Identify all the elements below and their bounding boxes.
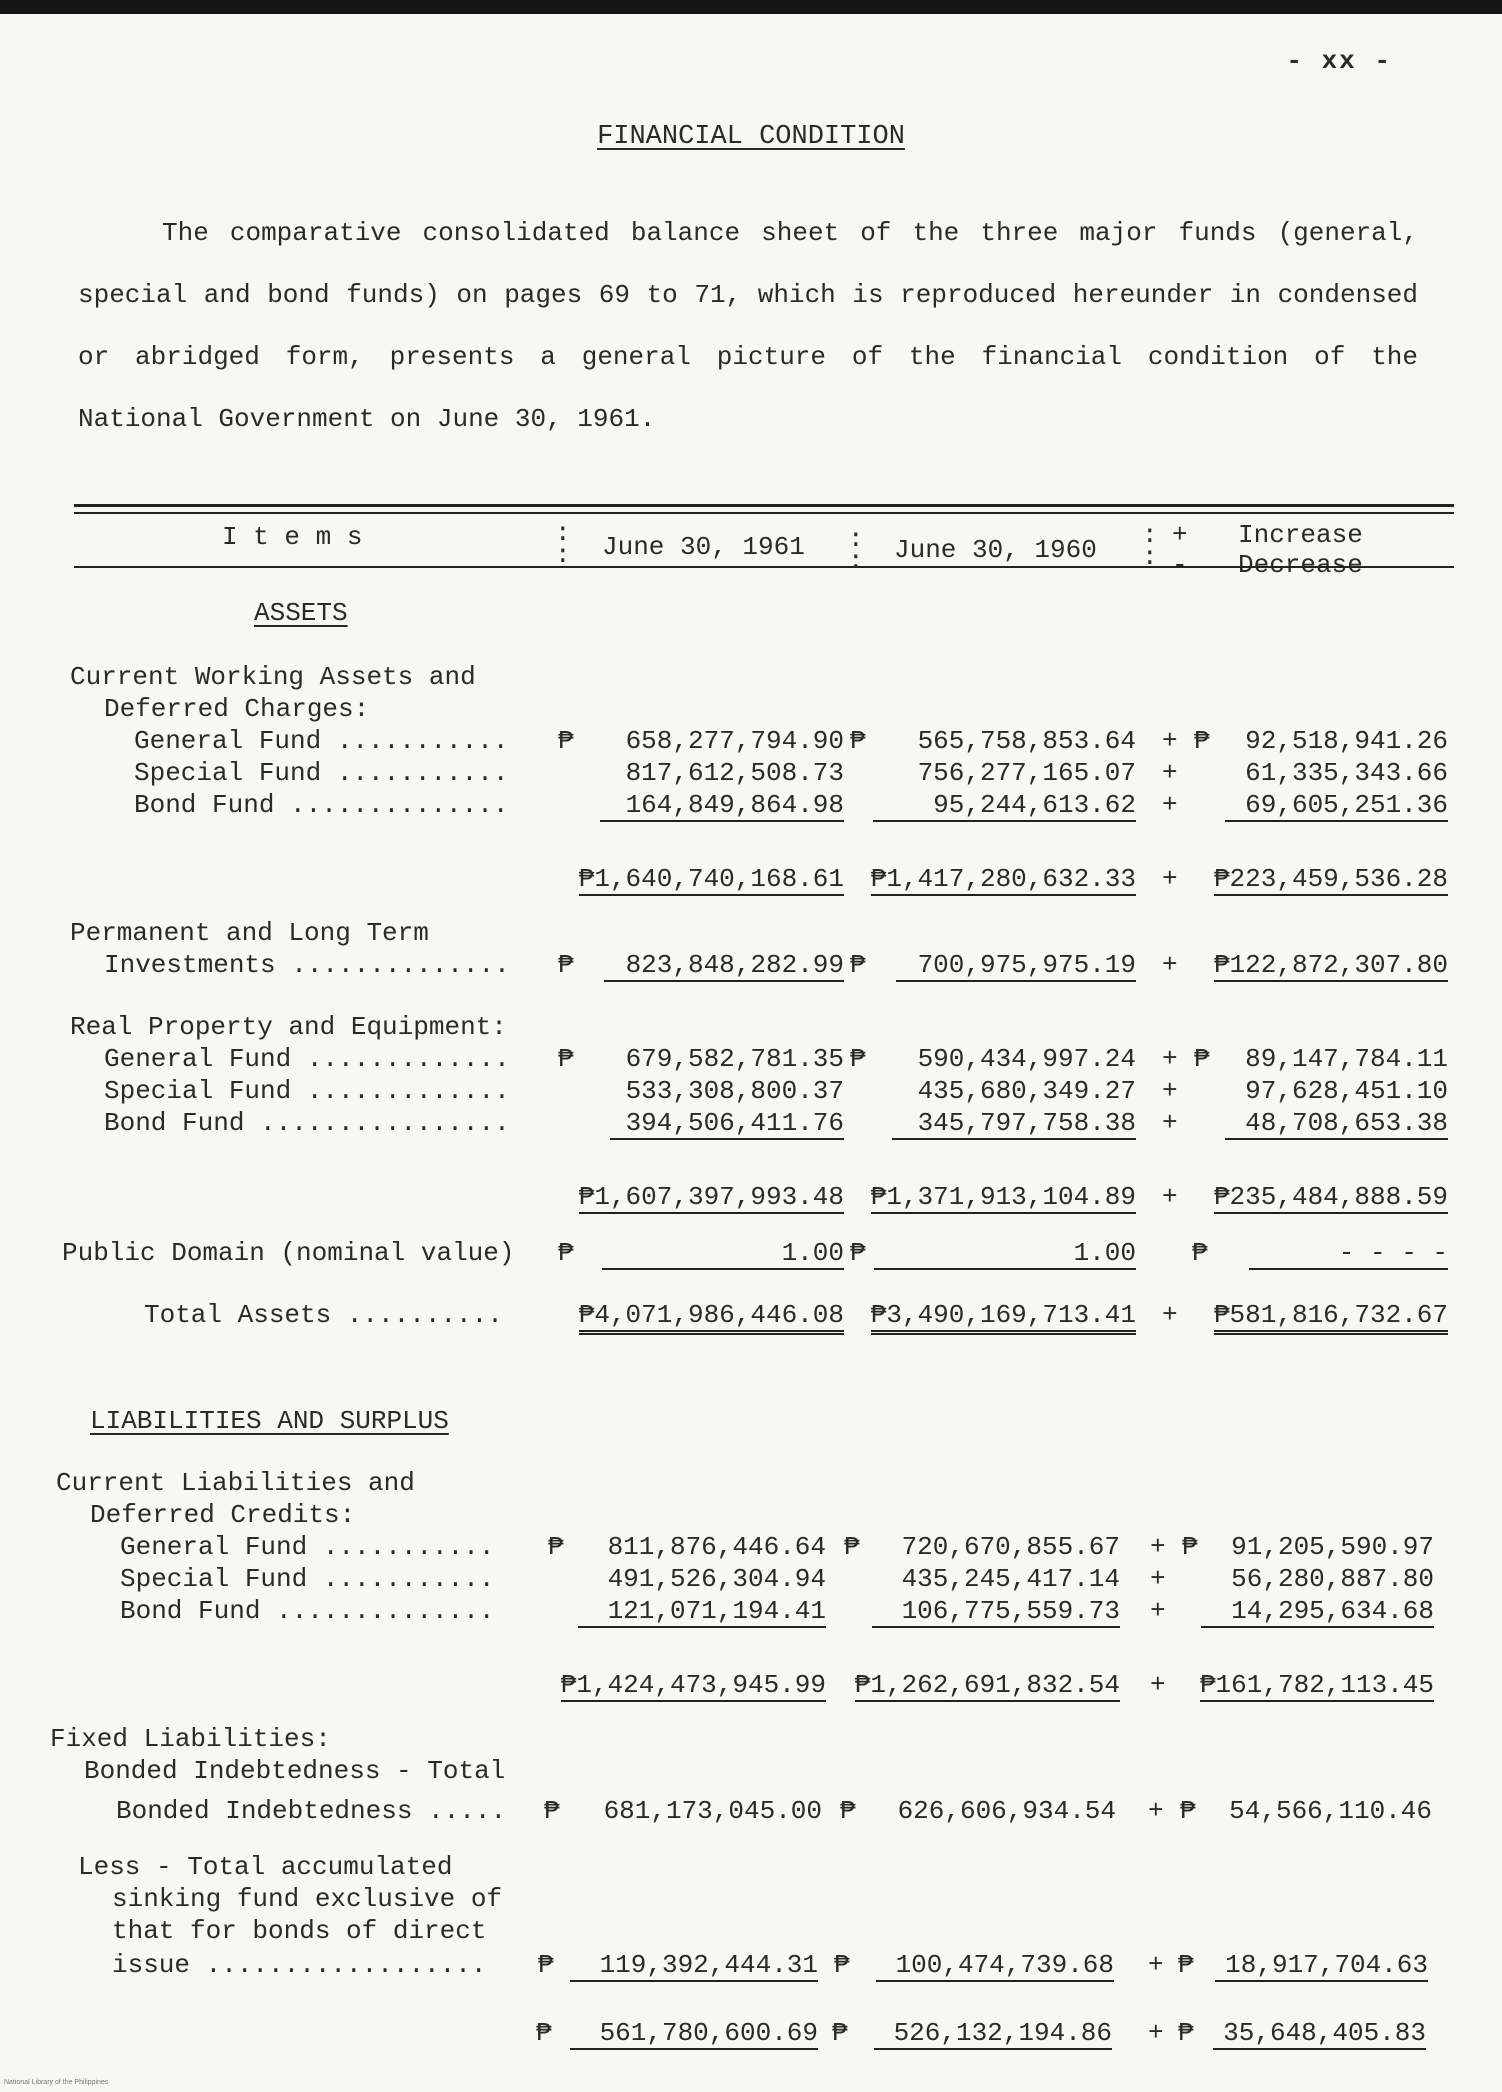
peso-sign: ₱ bbox=[1194, 1044, 1210, 1074]
value-change: 54,566,110.46 bbox=[1229, 1796, 1432, 1826]
peso-sign: ₱ bbox=[1192, 1238, 1208, 1268]
row-label: Deferred Charges: bbox=[104, 694, 370, 724]
subtotal-1961: ₱1,607,397,993.48 bbox=[578, 1182, 844, 1212]
page-title-text: FINANCIAL CONDITION bbox=[597, 122, 905, 152]
value-1961: 164,849,864.98 bbox=[600, 790, 844, 822]
header-bottom-rule bbox=[74, 566, 1454, 568]
peso-sign: ₱ bbox=[1178, 1950, 1194, 1980]
archive-footer-note: National Library of the Philippines bbox=[4, 2079, 109, 2086]
table-row bbox=[0, 918, 1502, 952]
row-label: Current Working Assets and bbox=[70, 662, 476, 692]
table-row bbox=[0, 726, 1502, 760]
row-label: Special Fund ........... bbox=[134, 758, 509, 788]
row-label: Real Property and Equipment: bbox=[70, 1012, 507, 1042]
row-label: sinking fund exclusive of bbox=[112, 1884, 503, 1914]
peso-sign: ₱ bbox=[834, 1950, 850, 1980]
table-row bbox=[0, 1796, 1502, 1830]
header-divider: : : bbox=[1142, 520, 1158, 572]
value-1960: 345,797,758.38 bbox=[892, 1108, 1136, 1140]
row-label: Current Liabilities and bbox=[56, 1468, 415, 1498]
row-label: Public Domain (nominal value) bbox=[62, 1238, 515, 1268]
peso-sign: ₱ bbox=[850, 726, 866, 756]
assets-heading: ASSETS bbox=[254, 598, 348, 628]
row-label: Special Fund ........... bbox=[120, 1564, 495, 1594]
value-1961: 561,780,600.69 bbox=[570, 2018, 818, 2050]
value-change: 14,295,634.68 bbox=[1201, 1596, 1434, 1628]
scan-top-edge bbox=[0, 0, 1502, 14]
value-1960: 720,670,855.67 bbox=[901, 1532, 1120, 1562]
peso-sign: ₱ bbox=[844, 1532, 860, 1562]
value-1961: 394,506,411.76 bbox=[610, 1108, 844, 1140]
value-change: 35,648,405.83 bbox=[1213, 2018, 1426, 2050]
table-row-subtotal bbox=[0, 864, 1502, 898]
value-change: 91,205,590.97 bbox=[1231, 1532, 1434, 1562]
total-change: ₱581,816,732.67 bbox=[1214, 1300, 1448, 1335]
value-1960: 100,474,739.68 bbox=[876, 1950, 1114, 1982]
subtotal-1960: ₱1,262,691,832.54 bbox=[854, 1670, 1120, 1700]
plus-sign: + bbox=[1150, 1532, 1166, 1562]
table-row-subtotal bbox=[0, 1670, 1502, 1704]
peso-sign: ₱ bbox=[536, 2018, 552, 2048]
value-1960: 526,132,194.86 bbox=[874, 2018, 1112, 2050]
table-row bbox=[0, 1564, 1502, 1598]
plus-sign: + bbox=[1162, 790, 1178, 820]
plus-sign: + bbox=[1150, 1596, 1166, 1626]
page-number: - xx - bbox=[1286, 46, 1392, 76]
peso-sign: ₱ bbox=[548, 1532, 564, 1562]
table-row bbox=[0, 1108, 1502, 1142]
value-1961: 811,876,446.64 bbox=[607, 1532, 826, 1562]
table-top-rule bbox=[74, 504, 1454, 507]
table-row bbox=[0, 1012, 1502, 1046]
row-label: Bond Fund .............. bbox=[120, 1596, 495, 1626]
subtotal-change: ₱235,484,888.59 bbox=[1213, 1182, 1448, 1212]
subtotal-1961: ₱1,424,473,945.99 bbox=[560, 1670, 826, 1700]
peso-sign: ₱ bbox=[1182, 1532, 1198, 1562]
peso-sign: ₱ bbox=[850, 1238, 866, 1268]
row-label: Investments .............. bbox=[104, 950, 510, 980]
row-label: Bonded Indebtedness - Total bbox=[84, 1756, 506, 1786]
value-1961: 119,392,444.31 bbox=[570, 1950, 818, 1982]
peso-sign: ₱ bbox=[544, 1796, 560, 1826]
value-change: 61,335,343.66 bbox=[1245, 758, 1448, 788]
value-1961: 681,173,045.00 bbox=[603, 1796, 822, 1826]
value-1960: 565,758,853.64 bbox=[917, 726, 1136, 756]
header-sign-plus: + bbox=[1172, 520, 1188, 550]
row-label: that for bonds of direct bbox=[112, 1916, 487, 1946]
plus-sign: + bbox=[1162, 1108, 1178, 1138]
plus-sign: + bbox=[1162, 1044, 1178, 1074]
plus-sign: + bbox=[1148, 2018, 1164, 2048]
value-1961: 491,526,304.94 bbox=[607, 1564, 826, 1594]
peso-sign: ₱ bbox=[850, 950, 866, 980]
value-change: 56,280,887.80 bbox=[1231, 1564, 1434, 1594]
value-change: 97,628,451.10 bbox=[1245, 1076, 1448, 1106]
peso-sign: ₱ bbox=[558, 726, 574, 756]
value-change: 69,605,251.36 bbox=[1225, 790, 1448, 822]
value-change: ₱122,872,307.80 bbox=[1213, 950, 1448, 980]
table-row bbox=[0, 1916, 1502, 1950]
table-row bbox=[0, 1724, 1502, 1758]
row-label: Bond Fund .............. bbox=[134, 790, 509, 820]
value-1961: 1.00 bbox=[602, 1238, 844, 1270]
peso-sign: ₱ bbox=[558, 1238, 574, 1268]
row-label: Fixed Liabilities: bbox=[50, 1724, 331, 1754]
value-change: - - - - bbox=[1249, 1238, 1448, 1270]
table-row bbox=[0, 1468, 1502, 1502]
peso-sign: ₱ bbox=[850, 1044, 866, 1074]
plus-sign: + bbox=[1162, 864, 1178, 894]
value-1960: 95,244,613.62 bbox=[873, 790, 1136, 822]
value-1960: 435,680,349.27 bbox=[917, 1076, 1136, 1106]
table-row bbox=[0, 1044, 1502, 1078]
plus-sign: + bbox=[1162, 1182, 1178, 1212]
intro-paragraph bbox=[78, 202, 1418, 450]
value-1961: 533,308,800.37 bbox=[625, 1076, 844, 1106]
plus-sign: + bbox=[1162, 758, 1178, 788]
value-1961: 658,277,794.90 bbox=[625, 726, 844, 756]
value-1960: 1.00 bbox=[874, 1238, 1136, 1270]
row-label: Bond Fund ................ bbox=[104, 1108, 510, 1138]
value-1960: 626,606,934.54 bbox=[897, 1796, 1116, 1826]
value-change: 48,708,653.38 bbox=[1225, 1108, 1448, 1140]
header-increase: Increase bbox=[1238, 520, 1363, 550]
value-1960: 106,775,559.73 bbox=[872, 1596, 1120, 1628]
table-row bbox=[0, 790, 1502, 824]
row-label: General Fund ............. bbox=[104, 1044, 510, 1074]
subtotal-change: ₱223,459,536.28 bbox=[1213, 864, 1448, 894]
table-row bbox=[0, 1238, 1502, 1272]
header-june-1960: June 30, 1960 bbox=[894, 535, 1097, 565]
table-row-subtotal bbox=[0, 1182, 1502, 1216]
row-label: Less - Total accumulated bbox=[78, 1852, 453, 1882]
table-row bbox=[0, 1950, 1502, 1984]
table-row bbox=[0, 1852, 1502, 1886]
peso-sign: ₱ bbox=[538, 1950, 554, 1980]
plus-sign: + bbox=[1162, 1076, 1178, 1106]
header-items: I t e m s bbox=[222, 522, 363, 552]
value-1960: 590,434,997.24 bbox=[917, 1044, 1136, 1074]
table-row bbox=[0, 1500, 1502, 1534]
subtotal-1960: ₱1,371,913,104.89 bbox=[870, 1182, 1136, 1212]
peso-sign: ₱ bbox=[1194, 726, 1210, 756]
subtotal-1961: ₱1,640,740,168.61 bbox=[578, 864, 844, 894]
row-label: issue .................. bbox=[112, 1950, 487, 1980]
table-row bbox=[0, 1596, 1502, 1630]
row-label: Total Assets .......... bbox=[144, 1300, 503, 1330]
plus-sign: + bbox=[1162, 950, 1178, 980]
table-row bbox=[0, 1076, 1502, 1110]
value-1961: 121,071,194.41 bbox=[578, 1596, 826, 1628]
table-row bbox=[0, 1532, 1502, 1566]
value-1960: 435,245,417.14 bbox=[901, 1564, 1120, 1594]
page-title bbox=[0, 122, 1502, 152]
table-row-total bbox=[0, 1300, 1502, 1334]
value-1960: 756,277,165.07 bbox=[917, 758, 1136, 788]
row-label: Special Fund ............. bbox=[104, 1076, 510, 1106]
header-june-1961: June 30, 1961 bbox=[602, 532, 805, 562]
peso-sign: ₱ bbox=[1180, 1796, 1196, 1826]
total-1960: ₱3,490,169,713.41 bbox=[871, 1300, 1136, 1335]
peso-sign: ₱ bbox=[558, 950, 574, 980]
plus-sign: + bbox=[1148, 1796, 1164, 1826]
plus-sign: + bbox=[1148, 1950, 1164, 1980]
row-label: General Fund ........... bbox=[120, 1532, 495, 1562]
row-label: Deferred Credits: bbox=[90, 1500, 356, 1530]
table-top-rule-inner bbox=[74, 512, 1454, 514]
peso-sign: ₱ bbox=[558, 1044, 574, 1074]
subtotal-change: ₱161,782,113.45 bbox=[1199, 1670, 1434, 1700]
table-row bbox=[0, 1756, 1502, 1790]
plus-sign: + bbox=[1162, 1300, 1178, 1330]
header-divider: : : bbox=[848, 524, 864, 576]
row-label: General Fund ........... bbox=[134, 726, 509, 756]
plus-sign: + bbox=[1162, 726, 1178, 756]
value-1960: 700,975,975.19 bbox=[896, 950, 1136, 982]
header-sign-minus: - bbox=[1172, 550, 1188, 580]
plus-sign: + bbox=[1150, 1670, 1166, 1700]
peso-sign: ₱ bbox=[832, 2018, 848, 2048]
liabilities-heading: LIABILITIES AND SURPLUS bbox=[90, 1406, 449, 1436]
table-row bbox=[0, 662, 1502, 696]
header-divider: : : bbox=[555, 518, 571, 570]
value-change: 92,518,941.26 bbox=[1245, 726, 1448, 756]
plus-sign: + bbox=[1150, 1564, 1166, 1594]
intro-text: The comparative consolidated balance sheet of the three major funds (general, special and bond funds) on pages 69 to 71, which is reproduced hereunder in condensed or abridged form, presents a general picture of the financial condition of the National Government on June 30, 1961. bbox=[78, 218, 1418, 434]
value-1961: 679,582,781.35 bbox=[625, 1044, 844, 1074]
row-label: Permanent and Long Term bbox=[70, 918, 429, 948]
table-row bbox=[0, 694, 1502, 728]
subtotal-1960: ₱1,417,280,632.33 bbox=[870, 864, 1136, 894]
value-1961: 817,612,508.73 bbox=[625, 758, 844, 788]
table-row bbox=[0, 1884, 1502, 1918]
header-decrease: Decrease bbox=[1238, 550, 1363, 580]
value-change: 89,147,784.11 bbox=[1245, 1044, 1448, 1074]
total-1961: ₱4,071,986,446.08 bbox=[579, 1300, 844, 1335]
table-row bbox=[0, 950, 1502, 984]
table-row-net bbox=[0, 2018, 1502, 2052]
peso-sign: ₱ bbox=[840, 1796, 856, 1826]
value-1961: 823,848,282.99 bbox=[604, 950, 844, 982]
value-change: 18,917,704.63 bbox=[1215, 1950, 1428, 1982]
peso-sign: ₱ bbox=[1178, 2018, 1194, 2048]
table-row bbox=[0, 758, 1502, 792]
row-label: Bonded Indebtedness ..... bbox=[116, 1796, 507, 1826]
